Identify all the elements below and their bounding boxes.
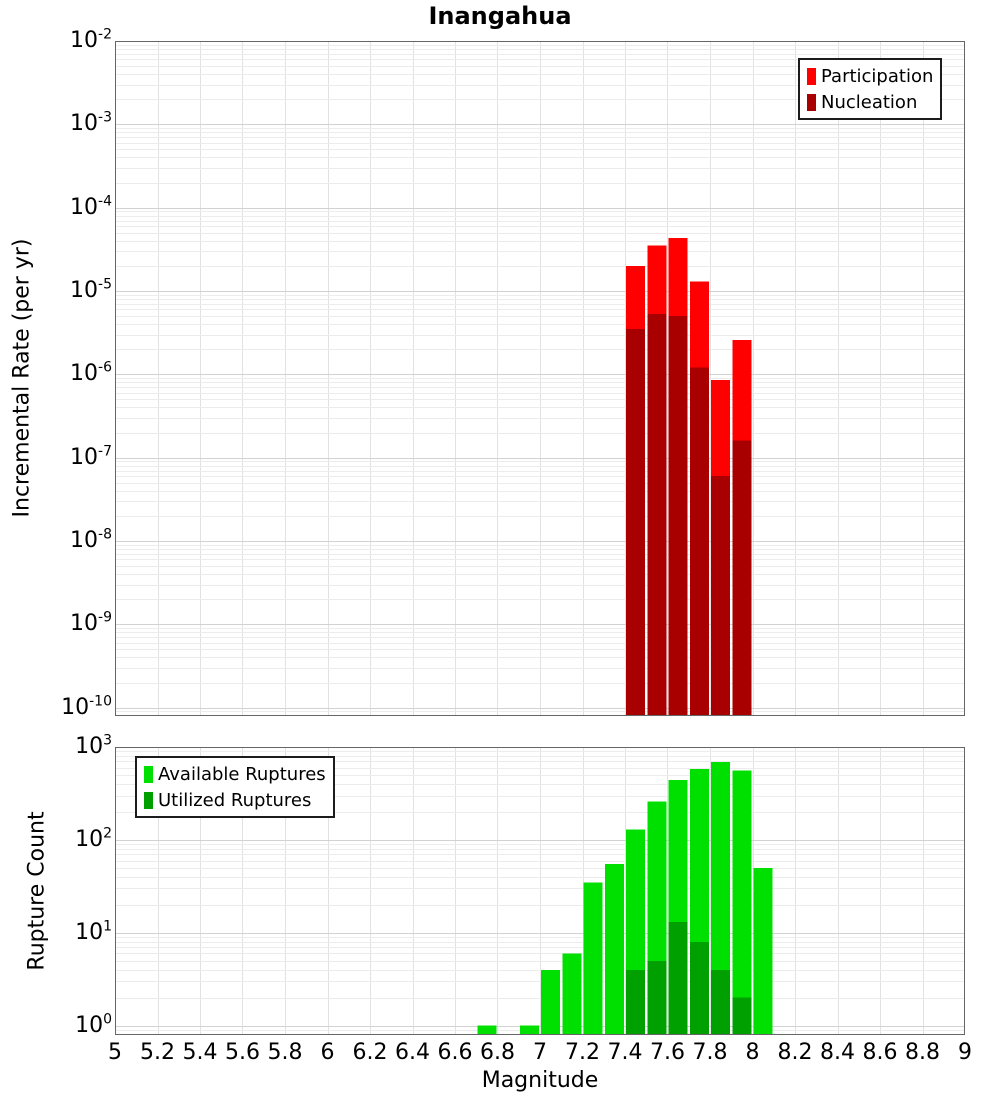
bar-nucleation bbox=[711, 476, 730, 716]
x-tick-label: 6 bbox=[320, 1040, 335, 1065]
bar-utilized-ruptures bbox=[647, 961, 666, 1035]
bar-nucleation bbox=[626, 329, 645, 716]
incremental-rate-chart bbox=[115, 41, 965, 716]
legend-item-utilized-ruptures bbox=[144, 787, 326, 813]
x-tick-label: 8.4 bbox=[820, 1040, 855, 1065]
y-tick-label: $10^{-10}$ bbox=[61, 693, 112, 720]
x-tick-label: 5.6 bbox=[225, 1040, 260, 1065]
y-axis-label-rate: Incremental Rate (per yr) bbox=[9, 238, 35, 518]
y-tick-label: $10^{-2}$ bbox=[70, 26, 112, 53]
x-tick-label: 7.4 bbox=[607, 1040, 643, 1065]
legend-swatch-utilized-icon bbox=[144, 792, 153, 809]
x-tick-label: 8.8 bbox=[905, 1040, 940, 1065]
legend-item-nucleation bbox=[807, 89, 933, 115]
legend-item-available-ruptures bbox=[144, 761, 326, 787]
y-tick-label: $10^1$ bbox=[75, 918, 112, 945]
legend-count bbox=[135, 756, 335, 818]
bar-available-ruptures bbox=[520, 1026, 539, 1035]
legend-swatch-available-icon bbox=[144, 766, 153, 783]
legend-swatch-nucleation-icon bbox=[807, 94, 816, 111]
y-tick-label: $10^{-6}$ bbox=[70, 360, 112, 387]
y-tick-label: $10^{-8}$ bbox=[70, 526, 112, 553]
x-tick-label: 5 bbox=[108, 1040, 122, 1065]
y-axis-label-count: Rupture Count bbox=[24, 811, 50, 971]
bar-utilized-ruptures bbox=[690, 942, 709, 1035]
y-tick-label: $10^{-7}$ bbox=[70, 443, 112, 470]
x-tick-label: 5.8 bbox=[267, 1040, 303, 1065]
bar-utilized-ruptures bbox=[711, 970, 730, 1035]
y-tick-label: $10^2$ bbox=[75, 825, 112, 852]
bar-available-ruptures bbox=[732, 770, 751, 1035]
y-tick-label: $10^{-3}$ bbox=[70, 110, 112, 137]
y-tick-label: $10^0$ bbox=[75, 1011, 112, 1038]
legend-label-nucleation: Nucleation bbox=[821, 91, 918, 113]
bar-available-ruptures bbox=[541, 970, 560, 1035]
incremental-rate-plot-area bbox=[115, 41, 965, 716]
y-tick-label: $10^{-4}$ bbox=[70, 193, 112, 220]
bar-available-ruptures bbox=[562, 953, 581, 1035]
legend-rate bbox=[798, 58, 942, 120]
x-tick-label: 7 bbox=[533, 1040, 547, 1065]
legend-label-available: Available Ruptures bbox=[158, 763, 326, 785]
y-tick-label: $10^{-5}$ bbox=[70, 276, 112, 303]
bar-available-ruptures bbox=[754, 868, 773, 1035]
x-tick-label: 6.2 bbox=[352, 1040, 388, 1065]
bar-available-ruptures bbox=[477, 1026, 496, 1035]
bar-nucleation bbox=[669, 316, 688, 716]
bar-nucleation bbox=[647, 314, 666, 716]
bar-utilized-ruptures bbox=[732, 998, 751, 1035]
y-tick-label: $10^3$ bbox=[75, 732, 112, 759]
x-tick-label: 9 bbox=[958, 1040, 972, 1065]
x-tick-label: 8 bbox=[745, 1040, 760, 1065]
bar-nucleation bbox=[690, 368, 709, 716]
bar-utilized-ruptures bbox=[626, 970, 645, 1035]
x-tick-label: 5.4 bbox=[182, 1040, 218, 1065]
x-tick-label: 5.2 bbox=[140, 1040, 175, 1065]
bar-available-ruptures bbox=[605, 864, 624, 1035]
bar-utilized-ruptures bbox=[669, 922, 688, 1035]
bar-available-ruptures bbox=[584, 882, 603, 1035]
x-tick-label: 6.6 bbox=[437, 1040, 473, 1065]
legend-label-utilized: Utilized Ruptures bbox=[158, 789, 312, 811]
x-tick-label: 7.2 bbox=[565, 1040, 600, 1065]
legend-item-participation bbox=[807, 63, 933, 89]
x-tick-label: 7.6 bbox=[650, 1040, 685, 1065]
bar-nucleation bbox=[732, 441, 751, 716]
x-tick-label: 8.6 bbox=[862, 1040, 898, 1065]
x-tick-label: 6.4 bbox=[395, 1040, 430, 1065]
x-axis-label: Magnitude bbox=[481, 1068, 599, 1093]
x-tick-label: 7.8 bbox=[692, 1040, 728, 1065]
legend-label-participation: Participation bbox=[821, 65, 934, 87]
y-tick-label: $10^{-9}$ bbox=[70, 610, 112, 637]
chart-title: Inangahua bbox=[428, 2, 572, 30]
x-tick-label: 6.8 bbox=[480, 1040, 515, 1065]
x-tick-label: 8.2 bbox=[777, 1040, 813, 1065]
legend-swatch-participation-icon bbox=[807, 68, 816, 85]
